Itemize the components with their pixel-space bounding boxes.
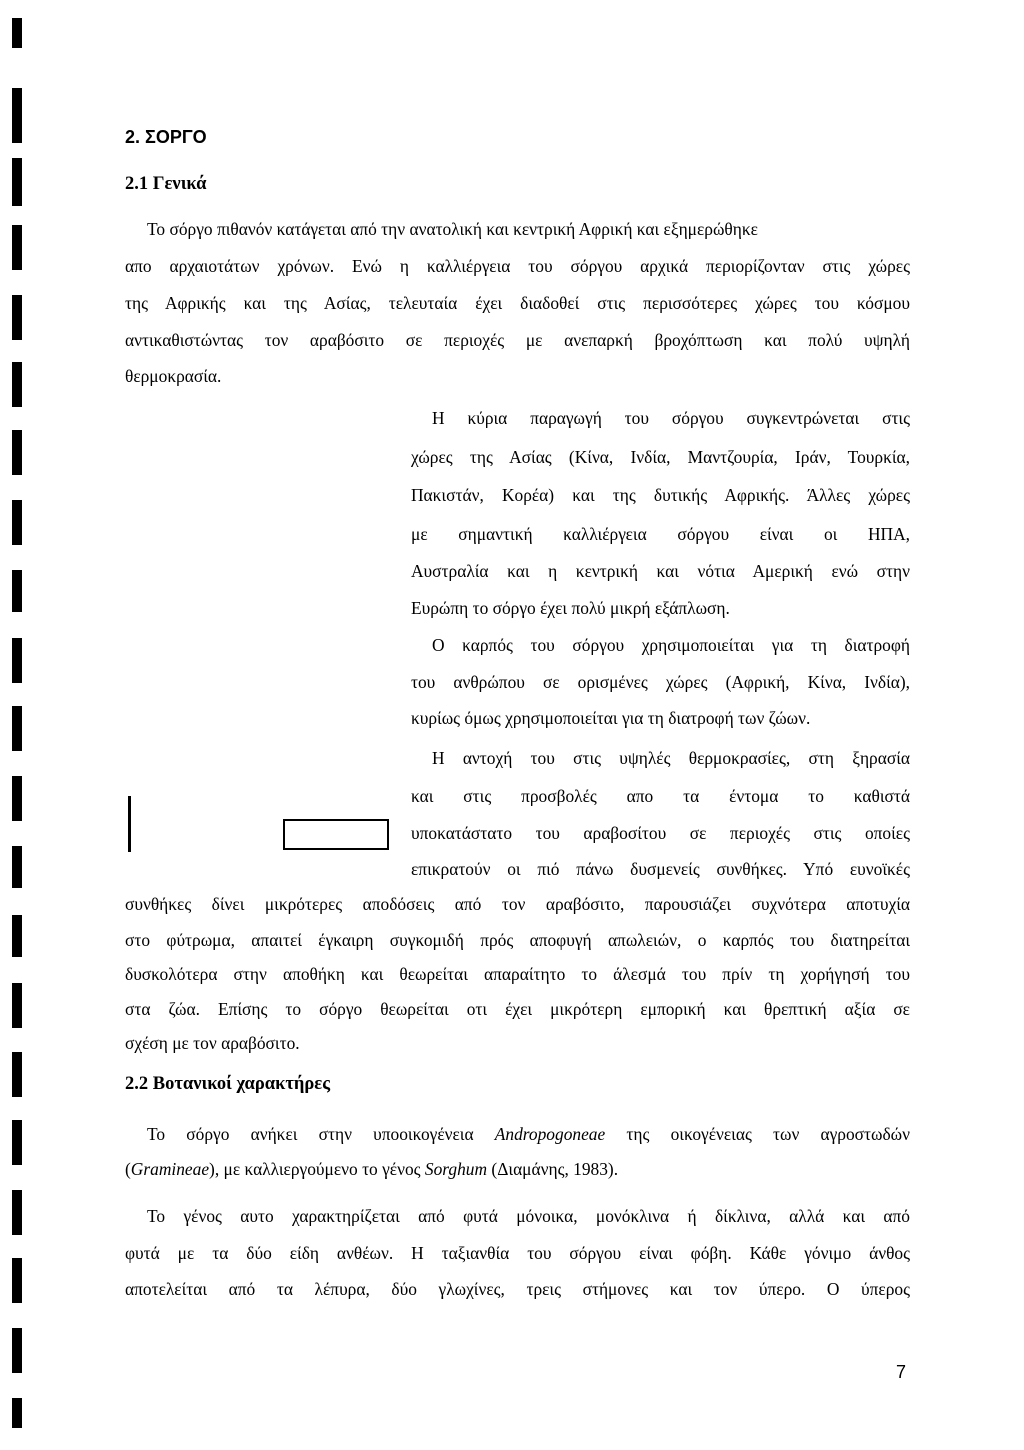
subsection-heading-general: 2.1 Γενικά — [125, 174, 207, 194]
text-line: σχέση με τον αραβόσιτο. — [125, 1033, 300, 1053]
text-line: στο φύτρωμα, απαιτεί έγκαιρη συγκομιδή πρός αποφυγή απωλειών, ο καρπός του διατηρείται — [125, 930, 910, 950]
subsection-heading-botanical: 2.2 Βοτανικοί χαρακτήρες — [125, 1074, 331, 1094]
text-line: Το σόργο ανήκει στην υποοικογένεια Andropogoneae της οικογένειας των αγροστωδών — [147, 1124, 910, 1144]
text-line: κυρίως όμως χρησιμοποιείται για τη διατροφή των ζώων. — [411, 708, 811, 728]
text-line: φυτά με τα δύο είδη ανθέων. Η ταξιανθία του σόργου είναι φόβη. Κάθε γόνιμο άνθος — [125, 1243, 910, 1263]
text-line: υποκατάστατο του αραβοσίτου σε περιοχές στις οποίες — [411, 823, 910, 843]
text-line: αντικαθιστώντας τον αραβόσιτο σε περιοχές με ανεπαρκή βροχόπτωση και πολύ υψηλή — [125, 330, 910, 350]
text-line: Η αντοχή του στις υψηλές θερμοκρασίες, στη ξηρασία — [432, 748, 910, 768]
text-line: χώρες της Ασίας (Κίνα, Ινδία, Μαντζουρία, Ιράν, Τουρκία, — [411, 447, 910, 467]
text-line: Το γένος αυτο χαρακτηρίζεται από φυτά μόνοικα, μονόκλινα ή δίκλινα, αλλά και από — [147, 1206, 910, 1226]
text-line: Το σόργο πιθανόν κατάγεται από την ανατολική και κεντρική Αφρική και εξημερώθηκε — [147, 219, 758, 239]
text-line: απο αρχαιοτάτων χρόνων. Ενώ η καλλιέργεια του σόργου αρχικά περιορίζονταν στις χώρες — [125, 256, 910, 276]
text-line: και στις προσβολές απο τα έντομα το καθιστά — [411, 786, 910, 806]
text-line: (Gramineae), με καλλιεργούμενο το γένος Sorghum (Διαμάνης, 1983). — [125, 1159, 619, 1179]
text-line: συνθήκες δίνει μικρότερες αποδόσεις από τον αραβόσιτο, παρουσιάζει συχνότερα αποτυχία — [125, 894, 910, 914]
text-line: Πακιστάν, Κορέα) και της δυτικής Αφρικής. Άλλες χώρες — [411, 485, 910, 505]
text-line: επικρατούν οι πιό πάνω δυσμενείς συνθήκες. Υπό ευνοϊκές — [411, 859, 910, 879]
text-line: αποτελείται από τα λέπυρα, δύο γλωχίνες, τρεις στήμονες και τον ύπερο. Ο ύπερος — [125, 1279, 910, 1299]
text-line: στα ζώα. Επίσης το σόργο θεωρείται οτι έχει μικρότερη εμπορική και θρεπτική αξία σε — [125, 999, 910, 1019]
page-number: 7 — [896, 1362, 907, 1382]
text-line: Ευρώπη το σόργο έχει πολύ μικρή εξάπλωση. — [411, 598, 730, 618]
text-line: Αυστραλία και η κεντρική και νότια Αμερική ενώ στην — [411, 561, 910, 581]
text-line: με σημαντική καλλιέργεια σόργου είναι οι ΗΠΑ, — [411, 524, 910, 544]
text-line: Η κύρια παραγωγή του σόργου συγκεντρώνεται στις — [432, 408, 910, 428]
text-line: του ανθρώπου σε ορισμένες χώρες (Αφρική, Κίνα, Ινδία), — [411, 672, 910, 692]
text-line: της Αφρικής και της Ασίας, τελευταία έχει διαδοθεί στις περισσότερες χώρες του κόσμου — [125, 293, 910, 313]
section-heading: 2. ΣΟΡΓΟ — [125, 127, 207, 147]
text-line: δυσκολότερα στην αποθήκη και θεωρείται απαραίτητο το άλεσμά του πρίν τη χορήγησή του — [125, 964, 910, 984]
text-line: θερμοκρασία. — [125, 366, 222, 386]
text-line: Ο καρπός του σόργου χρησιμοποιείται για τη διατροφή — [432, 635, 910, 655]
